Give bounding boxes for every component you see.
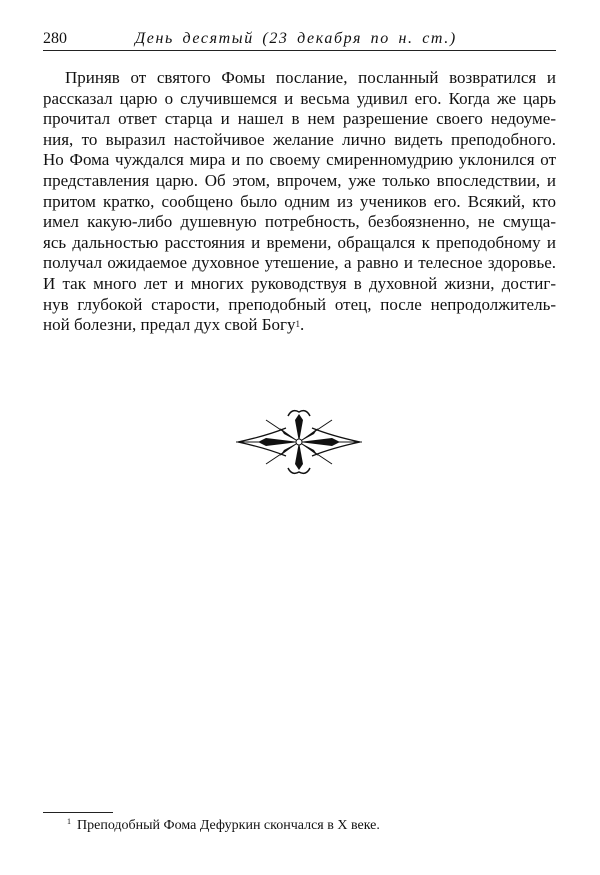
text-line: И так много лет и многих руководствуя в духовной жизни, достиг- — [43, 273, 556, 293]
text-line: прочитал ответ старца и нашел в нем разрешение своего недоуме- — [43, 109, 556, 129]
running-header — [43, 28, 556, 51]
text-line: ния, то выразил настойчивое желание лично видеть преподобного. — [43, 129, 556, 149]
footnote-divider — [43, 812, 113, 813]
footnote-marker: 1 — [67, 817, 71, 826]
text-line-last — [43, 315, 556, 336]
text-line: представления царю. Об этом, впрочем, уже только впоследствии, и — [43, 170, 556, 190]
running-title: День десятый (23 декабря по н. ст.) — [135, 30, 457, 47]
footnote — [67, 818, 380, 834]
text-line: ясь дальностью расстояния и времени, обращался к преподобному и — [43, 232, 556, 252]
text-line: нув глубокой старости, преподобный отец, после непродолжитель- — [43, 294, 556, 314]
footnote-reference[interactable]: 1 — [295, 319, 300, 330]
text-line: Но Фома чуждался мира и по своему смиренномудрию уклонился от — [43, 150, 556, 170]
sentence-end: . — [299, 315, 305, 335]
text-line-content: ной болезни, предал дух свой Богу — [43, 315, 296, 335]
text-line: получал ожидаемое духовное утешение, а равно и телесное здоровье. — [43, 253, 556, 273]
text-line: Приняв от святого Фомы послание, посланный возвратился и — [65, 68, 556, 87]
text-line: имел какую-либо душевную потребность, безбоязненно, не смуща- — [43, 212, 556, 232]
body-paragraph — [43, 68, 556, 336]
footnote-text: Преподобный Фома Дефуркин скончался в X веке. — [77, 818, 380, 833]
text-line: притом кратко, сообщено было одним из учеников его. Всякий, кто — [43, 191, 556, 211]
page-number: 280 — [43, 30, 67, 47]
decorative-fleuron-icon — [236, 406, 362, 476]
text-line: рассказал царю о случившемся и весьма удивил его. Когда же царь — [43, 88, 556, 108]
